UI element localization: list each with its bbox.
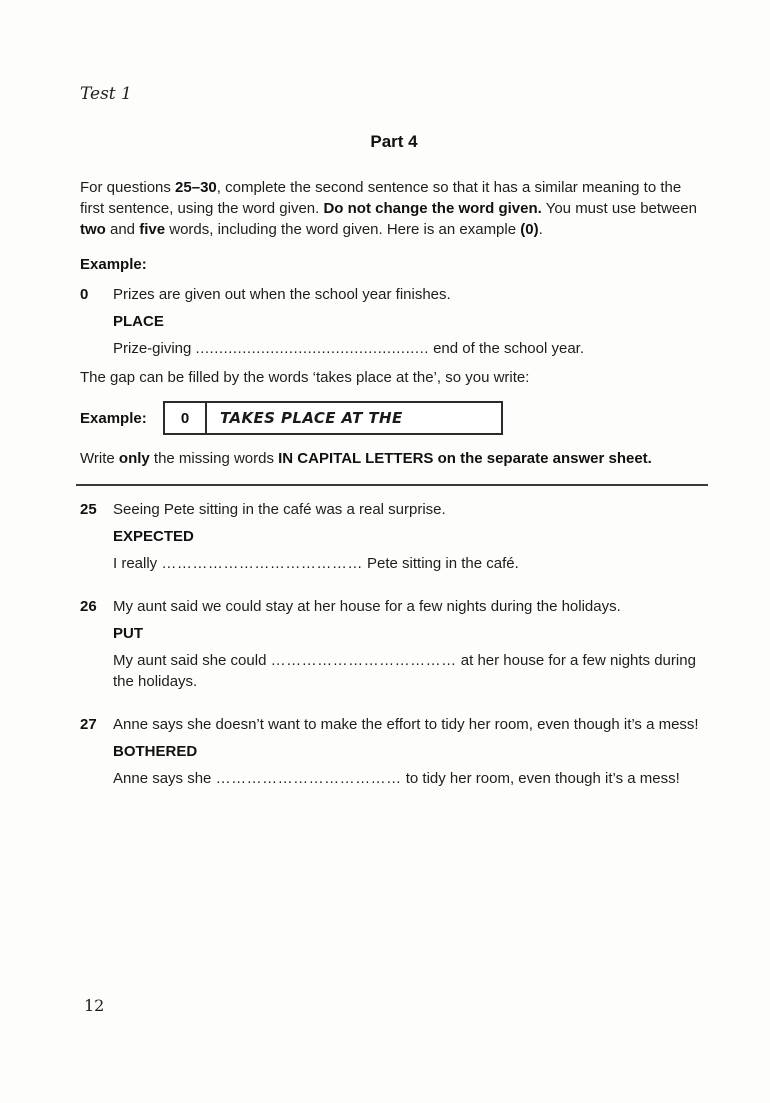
test-header: Test 1	[80, 84, 132, 104]
gap-text-after: to tidy her room, even though it’s a mess!	[401, 770, 680, 787]
answer-box-text: TAKES PLACE AT THE	[220, 408, 403, 427]
example-question-number: 0	[80, 286, 89, 303]
gap-text-before: Prize-giving	[113, 340, 196, 357]
answer-box-number: 0	[165, 403, 207, 433]
question-number: 26	[80, 598, 97, 615]
instructions-bold-zero: (0)	[520, 221, 539, 238]
question-keyword: EXPECTED	[113, 528, 194, 545]
write-note-bold-only: only	[118, 450, 150, 467]
example-sentence: Prizes are given out when the school year finishes.	[113, 286, 451, 303]
write-note	[80, 448, 708, 469]
instructions-text: For questions	[80, 179, 176, 196]
example-box-label: Example:	[80, 409, 147, 427]
question-keyword: BOTHERED	[113, 743, 198, 760]
page-number: 12	[84, 996, 105, 1015]
example-keyword: PLACE	[113, 313, 164, 330]
instructions-text: , complete the second sentence so that it has a similar meaning to the first sentence, using the word given.	[80, 179, 682, 217]
gap-dotted-line: ………………………………	[215, 770, 402, 787]
example-section-label: Example:	[80, 256, 147, 273]
instructions-text: You must use between	[541, 200, 697, 217]
example-answer-box	[163, 401, 503, 435]
section-divider	[76, 484, 708, 486]
question-body	[113, 714, 708, 789]
gap-explanation: The gap can be filled by the words ‘takes place at the’, so you write:	[80, 369, 530, 386]
question-number: 27	[80, 716, 97, 733]
example-question-body	[113, 284, 708, 359]
write-note-text: Write	[80, 450, 119, 467]
gap-text-before: Anne says she	[113, 770, 216, 787]
instructions-bold-rule: Do not change the word given.	[323, 200, 542, 217]
gap-text-before: My aunt said she could	[113, 652, 271, 669]
question-body	[113, 596, 708, 692]
question-gap-line	[113, 553, 708, 574]
instructions-question-range: 25–30	[175, 179, 217, 196]
question-sentence: Seeing Pete sitting in the café was a real surprise.	[113, 501, 446, 518]
gap-dotted-line: ………………………………	[270, 652, 457, 669]
part-title: Part 4	[370, 132, 418, 151]
question-26	[80, 596, 708, 692]
question-27	[80, 714, 708, 789]
question-number: 25	[80, 501, 97, 518]
gap-dotted-line: ..................................................	[195, 340, 429, 357]
instructions-text: and	[105, 221, 140, 238]
instructions-text: .	[538, 221, 543, 238]
instructions-text: words, including the word given. Here is an example	[165, 221, 521, 238]
example-answer-row	[80, 401, 708, 435]
question-sentence: Anne says she doesn’t want to make the effort to tidy her room, even though it’s a mess!	[113, 716, 699, 733]
example-question-row	[80, 284, 708, 359]
instructions-paragraph	[80, 177, 708, 240]
instructions-bold-two: two	[80, 221, 106, 238]
question-keyword: PUT	[113, 625, 143, 642]
gap-text-before: I really	[113, 555, 162, 572]
question-body	[113, 499, 708, 574]
gap-text-after: Pete sitting in the café.	[362, 555, 519, 572]
write-note-text: the missing words	[149, 450, 279, 467]
gap-dotted-line: …………………………………	[161, 555, 363, 572]
question-gap-line	[113, 768, 708, 789]
gap-text-after: end of the school year.	[428, 340, 585, 357]
instructions-bold-five: five	[139, 221, 166, 238]
question-25	[80, 499, 708, 574]
gap-text-after: at her house for a few nights during the holidays.	[113, 652, 696, 690]
question-sentence: My aunt said we could stay at her house for a few nights during the holidays.	[113, 598, 621, 615]
write-note-bold-capitals: IN CAPITAL LETTERS on the separate answer sheet.	[278, 450, 652, 467]
example-gap-line	[113, 338, 708, 359]
questions-area	[80, 499, 708, 789]
question-gap-line	[113, 650, 708, 692]
